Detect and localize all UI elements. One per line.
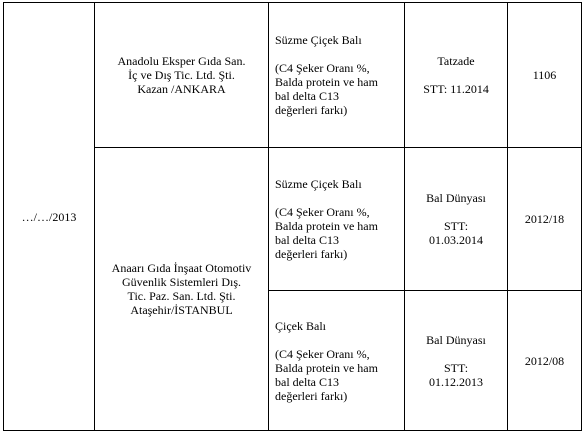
- date-text: …/…/2013: [21, 209, 77, 224]
- product-cell: [269, 291, 405, 431]
- company-line: Güvenlik Sistemleri Dış.: [122, 275, 241, 289]
- number-cell: [508, 148, 582, 291]
- brand-cell: [405, 291, 508, 431]
- record-number: 2012/18: [524, 212, 565, 226]
- product-report-table: [3, 2, 582, 431]
- product-detail-line: (C4 Şeker Oranı %,: [275, 205, 370, 219]
- product-detail-line: Balda protein ve ham: [275, 75, 378, 89]
- product-cell: [269, 148, 405, 291]
- date-cell: [4, 3, 95, 431]
- stt-label: STT:: [443, 360, 469, 375]
- stt-text: STT: 11.2014: [423, 82, 489, 96]
- product-detail-line: değerleri farkı): [275, 388, 348, 403]
- record-number: 2012/08: [524, 353, 565, 368]
- company-line: Anaarı Gıda İnşaat Otomotiv: [111, 261, 252, 275]
- product-detail-line: (C4 Şeker Oranı %,: [275, 346, 370, 361]
- record-number: 1106: [532, 68, 557, 82]
- brand-name: Bal Dünyası: [426, 191, 486, 205]
- brand-name: Bal Dünyası: [426, 332, 486, 347]
- number-cell: [508, 3, 582, 148]
- number-cell: [508, 291, 582, 431]
- product-name: Çiçek Balı: [275, 318, 326, 333]
- company-cell: [95, 148, 269, 431]
- company-line: Anadolu Eksper Gıda San.: [117, 54, 246, 68]
- product-detail-line: Balda protein ve ham: [275, 360, 378, 375]
- product-name: Süzme Çiçek Balı: [275, 33, 362, 47]
- company-cell: [95, 3, 269, 148]
- table-row: [4, 3, 582, 148]
- product-detail-line: bal delta C13: [275, 233, 339, 247]
- product-detail-line: değerleri farkı): [275, 103, 348, 117]
- product-detail-line: bal delta C13: [275, 374, 339, 389]
- company-line: Kazan /ANKARA: [137, 82, 226, 96]
- stt-date: 01.12.2013: [429, 374, 483, 389]
- stt-label: STT:: [443, 219, 469, 233]
- company-line: Tic. Paz. San. Ltd. Şti.: [127, 289, 236, 303]
- product-cell: [269, 3, 405, 148]
- brand-name: Tatzade: [437, 54, 475, 68]
- product-detail-line: Balda protein ve ham: [275, 219, 378, 233]
- brand-cell: [405, 148, 508, 291]
- stt-date: 01.03.2014: [429, 233, 483, 247]
- product-detail-line: değerleri farkı): [275, 247, 348, 261]
- product-detail-line: bal delta C13: [275, 89, 339, 103]
- company-line: Ataşehir/İSTANBUL: [130, 303, 233, 317]
- product-detail-line: (C4 Şeker Oranı %,: [275, 61, 370, 75]
- brand-cell: [405, 3, 508, 148]
- product-name: Süzme Çiçek Balı: [275, 177, 362, 191]
- company-line: İç ve Dış Tic. Ltd. Şti.: [128, 68, 235, 82]
